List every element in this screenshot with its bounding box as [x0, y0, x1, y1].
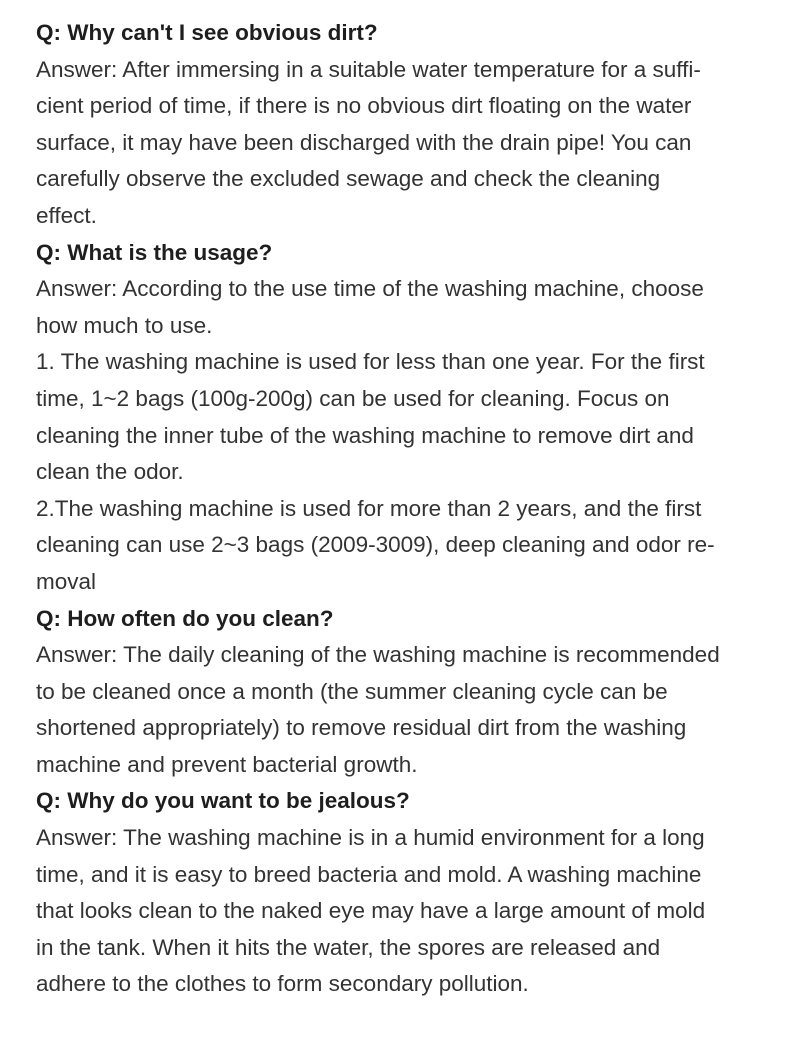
faq-answer-line: moval: [36, 568, 97, 594]
faq-question: Q: How often do you clean?: [36, 605, 334, 631]
faq-answer-line: Answer: After immersing in a suitable water temperature for a suffi-: [36, 56, 701, 82]
faq-item: [36, 235, 784, 601]
faq-answer-line: machine and prevent bacterial growth.: [36, 751, 418, 777]
faq-document: [36, 15, 784, 1003]
faq-answer-line: Answer: The washing machine is in a humid environment for a long: [36, 825, 705, 851]
faq-answer-line: clean the odor.: [36, 459, 184, 485]
faq-item: [36, 601, 784, 784]
faq-answer-line: effect.: [36, 202, 97, 228]
faq-question: Q: Why do you want to be jealous?: [36, 788, 410, 814]
faq-item: [36, 783, 784, 1003]
faq-answer-line: shortened appropriately) to remove residual dirt from the washing: [36, 715, 687, 741]
faq-answer-line: adhere to the clothes to form secondary pollution.: [36, 971, 529, 997]
faq-question: Q: Why can't I see obvious dirt?: [36, 20, 378, 45]
faq-item: [36, 15, 784, 235]
faq-answer-line: that looks clean to the naked eye may have a large amount of mold: [36, 898, 706, 924]
faq-answer-line: time, and it is easy to breed bacteria and mold. A washing machine: [36, 861, 702, 887]
faq-answer-line: 2.The washing machine is used for more than 2 years, and the first: [36, 495, 702, 521]
faq-answer-line: surface, it may have been discharged with the drain pipe! You can: [36, 129, 692, 155]
faq-answer-line: to be cleaned once a month (the summer cleaning cycle can be: [36, 678, 668, 704]
faq-answer-line: in the tank. When it hits the water, the spores are released and: [36, 934, 661, 960]
faq-answer-line: 1. The washing machine is used for less than one year. For the first: [36, 349, 705, 375]
faq-answer-line: Answer: According to the use time of the washing machine, choose: [36, 276, 704, 302]
faq-answer-line: cleaning the inner tube of the washing machine to remove dirt and: [36, 422, 694, 448]
faq-answer-line: time, 1~2 bags (100g-200g) can be used for cleaning. Focus on: [36, 385, 670, 411]
faq-answer-line: cleaning can use 2~3 bags (2009-3009), deep cleaning and odor re-: [36, 532, 715, 558]
faq-answer-line: cient period of time, if there is no obvious dirt floating on the water: [36, 93, 692, 119]
faq-answer-line: carefully observe the excluded sewage and check the cleaning: [36, 166, 661, 192]
faq-answer-line: Answer: The daily cleaning of the washing machine is recommended: [36, 642, 720, 668]
faq-answer-line: how much to use.: [36, 312, 213, 338]
faq-question: Q: What is the usage?: [36, 239, 273, 265]
